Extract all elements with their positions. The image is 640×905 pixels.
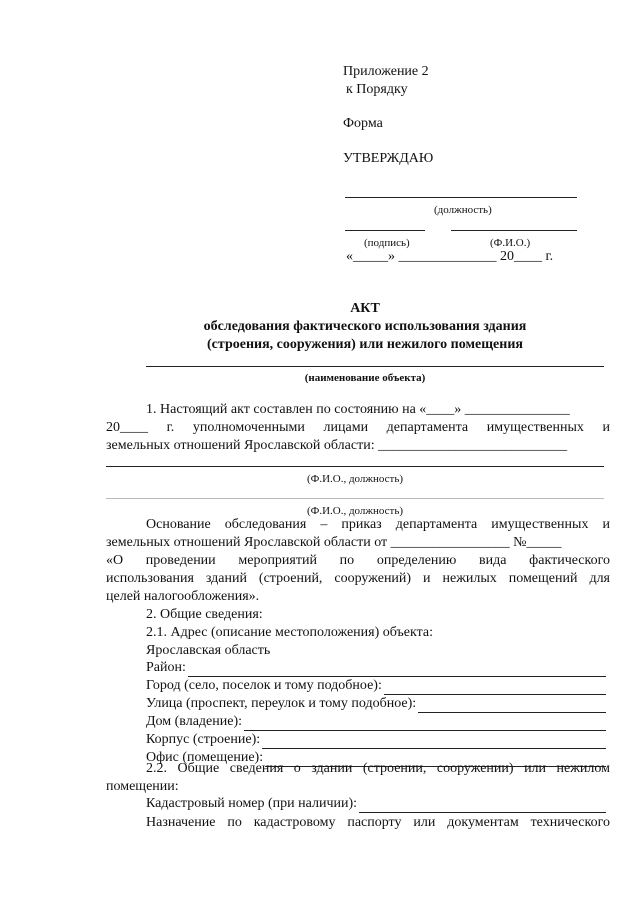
section-2-1: 2.1. Адрес (описание местоположения) объекта: [146,625,433,640]
basis-line4: использования зданий (строений, сооружений) и нежилых помещений для [106,571,610,586]
office-label: Офис (помещение): [146,750,264,765]
fio-position-caption-1: (Ф.И.О., должность) [306,473,404,485]
city-label: Город (село, поселок и тому подобное): [146,678,382,693]
district-label: Район: [146,660,186,675]
signature-caption: (подпись) [364,237,410,249]
act-subtitle-1: обследования фактического использования здания [203,319,527,334]
section-2-2-line1: 2.2. Общие сведения о здании (строении, сооружении) или нежилом [146,761,610,776]
house-label: Дом (владение): [146,714,243,729]
cadastral-label: Кадастровый номер (при наличии): [146,796,358,811]
section-2-2-line2: помещении: [106,779,179,794]
date-line: «_____» ______________ 20____ г. [346,249,554,264]
p1-line1: 1. Настоящий акт составлен по состоянию на «____» _______________ [146,402,570,417]
building-row [146,731,606,749]
position-caption: (должность) [434,204,492,216]
act-title: АКТ [350,301,380,316]
house-field[interactable] [244,718,606,731]
p1-line3: земельных отношений Ярославской области: ___________________________ [106,438,568,453]
basis-line2: земельных отношений Ярославской области от _________________ №_____ [106,535,562,550]
section-2: 2. Общие сведения: [146,607,263,622]
region-label: Ярославская область [146,643,271,658]
basis-line3: «О проведении мероприятий по определению вида фактического [106,553,610,568]
city-row [146,677,606,695]
p1-line2: 20____ г. уполномоченными лицами департамента имущественных и [106,420,610,435]
object-name-line [146,366,604,367]
district-field[interactable] [188,664,606,677]
house-row [146,713,606,731]
purpose-line1: Назначение по кадастровому паспорту или документам технического [146,815,610,830]
street-row [146,695,606,713]
object-name-caption: (наименование объекта) [304,372,426,384]
basis-line5: целей налогообложения». [106,589,260,604]
district-row [146,659,606,677]
building-field[interactable] [262,736,606,749]
cadastral-field[interactable] [359,800,606,813]
fio-position-line-1 [106,466,604,467]
approve-label: УТВЕРЖДАЮ [343,151,434,166]
position-line [345,197,577,198]
order-label: к Порядку [346,82,408,97]
fio-line [451,230,577,231]
fio-caption: (Ф.И.О.) [490,237,531,249]
street-label: Улица (проспект, переулок и тому подобное): [146,696,417,711]
act-subtitle-2: (строения, сооружения) или нежилого помещения [207,337,523,352]
basis-line1: Основание обследования – приказ департамента имущественных и [146,517,610,532]
signature-line [345,230,425,231]
fio-position-caption-2: (Ф.И.О., должность) [306,505,404,517]
appendix-label: Приложение 2 [343,64,429,79]
form-label: Форма [343,116,383,131]
building-label: Корпус (строение): [146,732,261,747]
city-field[interactable] [384,682,606,695]
fio-position-line-2 [106,498,604,499]
street-field[interactable] [418,700,606,713]
cadastral-row [146,795,606,813]
